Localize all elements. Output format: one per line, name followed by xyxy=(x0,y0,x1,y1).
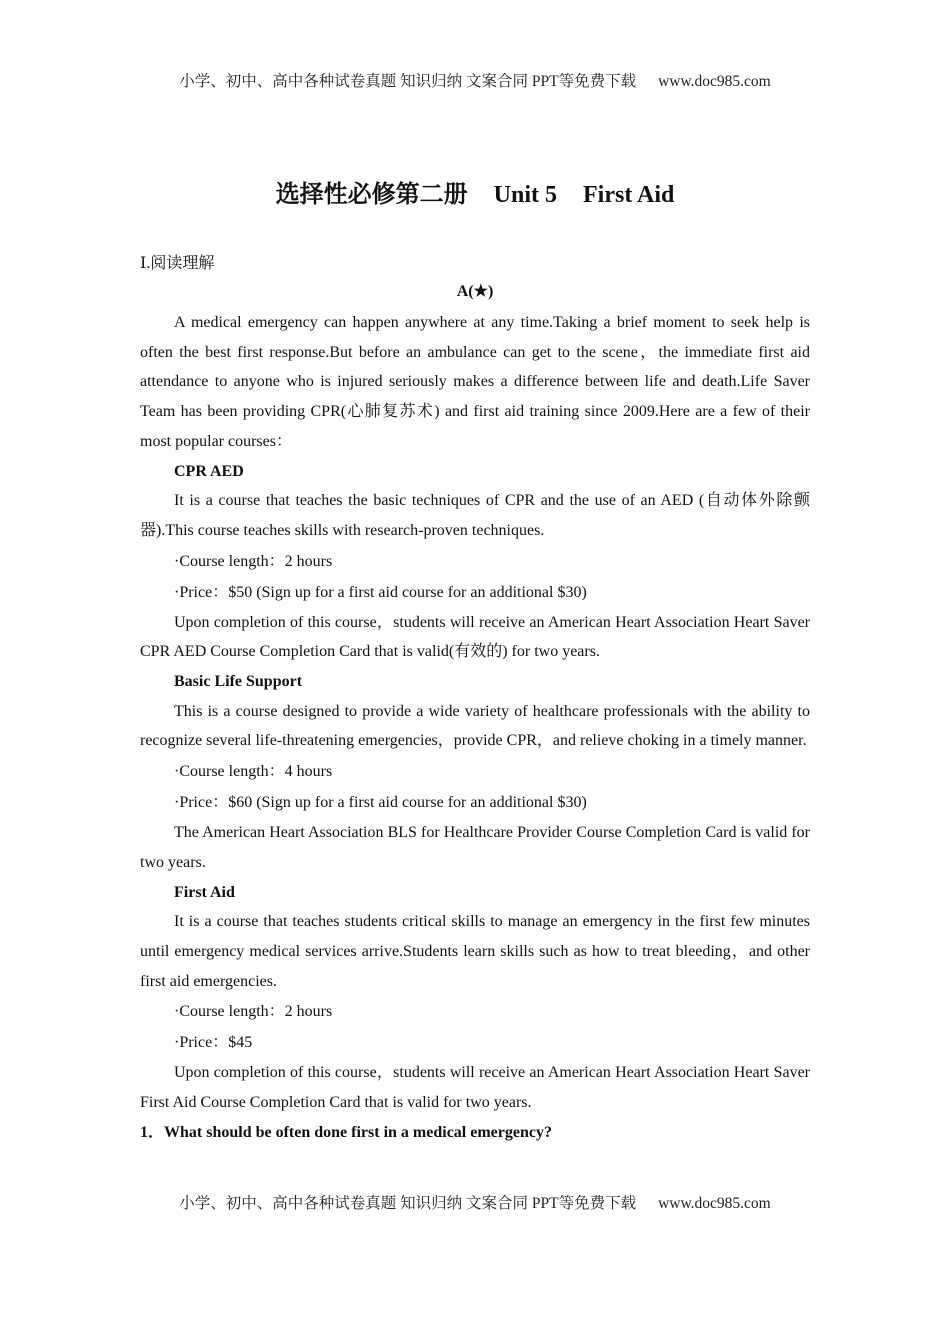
passage-body xyxy=(140,308,810,1147)
course-desc-cpr: It is a course that teaches the basic techniques of CPR and the use of an AED (自动体外除颤器).This course teaches skills with research-proven techniques. xyxy=(140,492,810,539)
course-title-bls: Basic Life Support xyxy=(174,673,303,691)
course-title-cpr: CPR AED xyxy=(174,462,244,480)
header-text: 小学、初中、高中各种试卷真题 知识归纳 文案合同 PPT等免费下载 xyxy=(179,73,637,90)
course-length-bls: ·Course length：4 hours xyxy=(174,763,333,781)
course-price-bls: ·Price：$60 (Sign up for a first aid course for an additional $30) xyxy=(174,794,587,812)
course-note-firstaid: Upon completion of this course，students will receive an American Heart Association Heart Saver First Aid Course Completion Card that is valid for two years. xyxy=(140,1064,810,1112)
section-heading: Ⅰ.阅读理解 xyxy=(140,255,215,272)
page-title xyxy=(0,174,950,209)
header-site[interactable]: www.doc985.com xyxy=(658,73,771,90)
course-desc-bls: This is a course designed to provide a wide variety of healthcare professionals with the ability to recognize several life-threatening emergencies，provide CPR，and relieve choking in a timely manner. xyxy=(140,702,810,750)
course-title-firstaid: First Aid xyxy=(174,883,235,901)
course-price-firstaid: ·Price：$45 xyxy=(174,1034,253,1052)
footer-text: 小学、初中、高中各种试卷真题 知识归纳 文案合同 PPT等免费下载 xyxy=(179,1195,637,1212)
course-note-bls: The American Heart Association BLS for Healthcare Provider Course Completion Card is valid for two years. xyxy=(140,824,810,871)
title-part1: 选择性必修第二册 xyxy=(275,182,468,208)
passage-label: A(★) xyxy=(456,283,494,300)
course-note-cpr: Upon completion of this course，students will receive an American Heart Association Heart Saver CPR AED Course Completion Card that is valid(有效的) for two years. xyxy=(140,613,810,661)
page-footer xyxy=(0,1191,950,1213)
course-length-cpr: ·Course length：2 hours xyxy=(174,552,333,570)
page-header xyxy=(0,69,950,91)
course-length-firstaid: ·Course length：2 hours xyxy=(174,1003,333,1021)
intro-paragraph: A medical emergency can happen anywhere at any time.Taking a brief moment to seek help is often the best first response.But before an ambulance can get to the scene，the immediate first aid attendance to anyone who is injured seriously makes a difference between life and death.Life Saver Team has been providing CPR(心肺复苏术) and first aid training since 2009.Here are a few of their most popular courses： xyxy=(140,314,811,450)
course-desc-firstaid: It is a course that teaches students critical skills to manage an emergency in the first few minutes until emergency medical services arrive.Students learn skills such as how to treat bleeding，and other first aid emergencies. xyxy=(140,913,810,990)
title-part2: Unit 5 xyxy=(493,182,557,208)
question-1: 1．What should be often done first in a medical emergency? xyxy=(140,1123,552,1141)
title-part3: First Aid xyxy=(583,182,675,208)
course-price-cpr: ·Price：$50 (Sign up for a first aid course for an additional $30) xyxy=(174,583,587,601)
footer-site[interactable]: www.doc985.com xyxy=(658,1195,771,1212)
